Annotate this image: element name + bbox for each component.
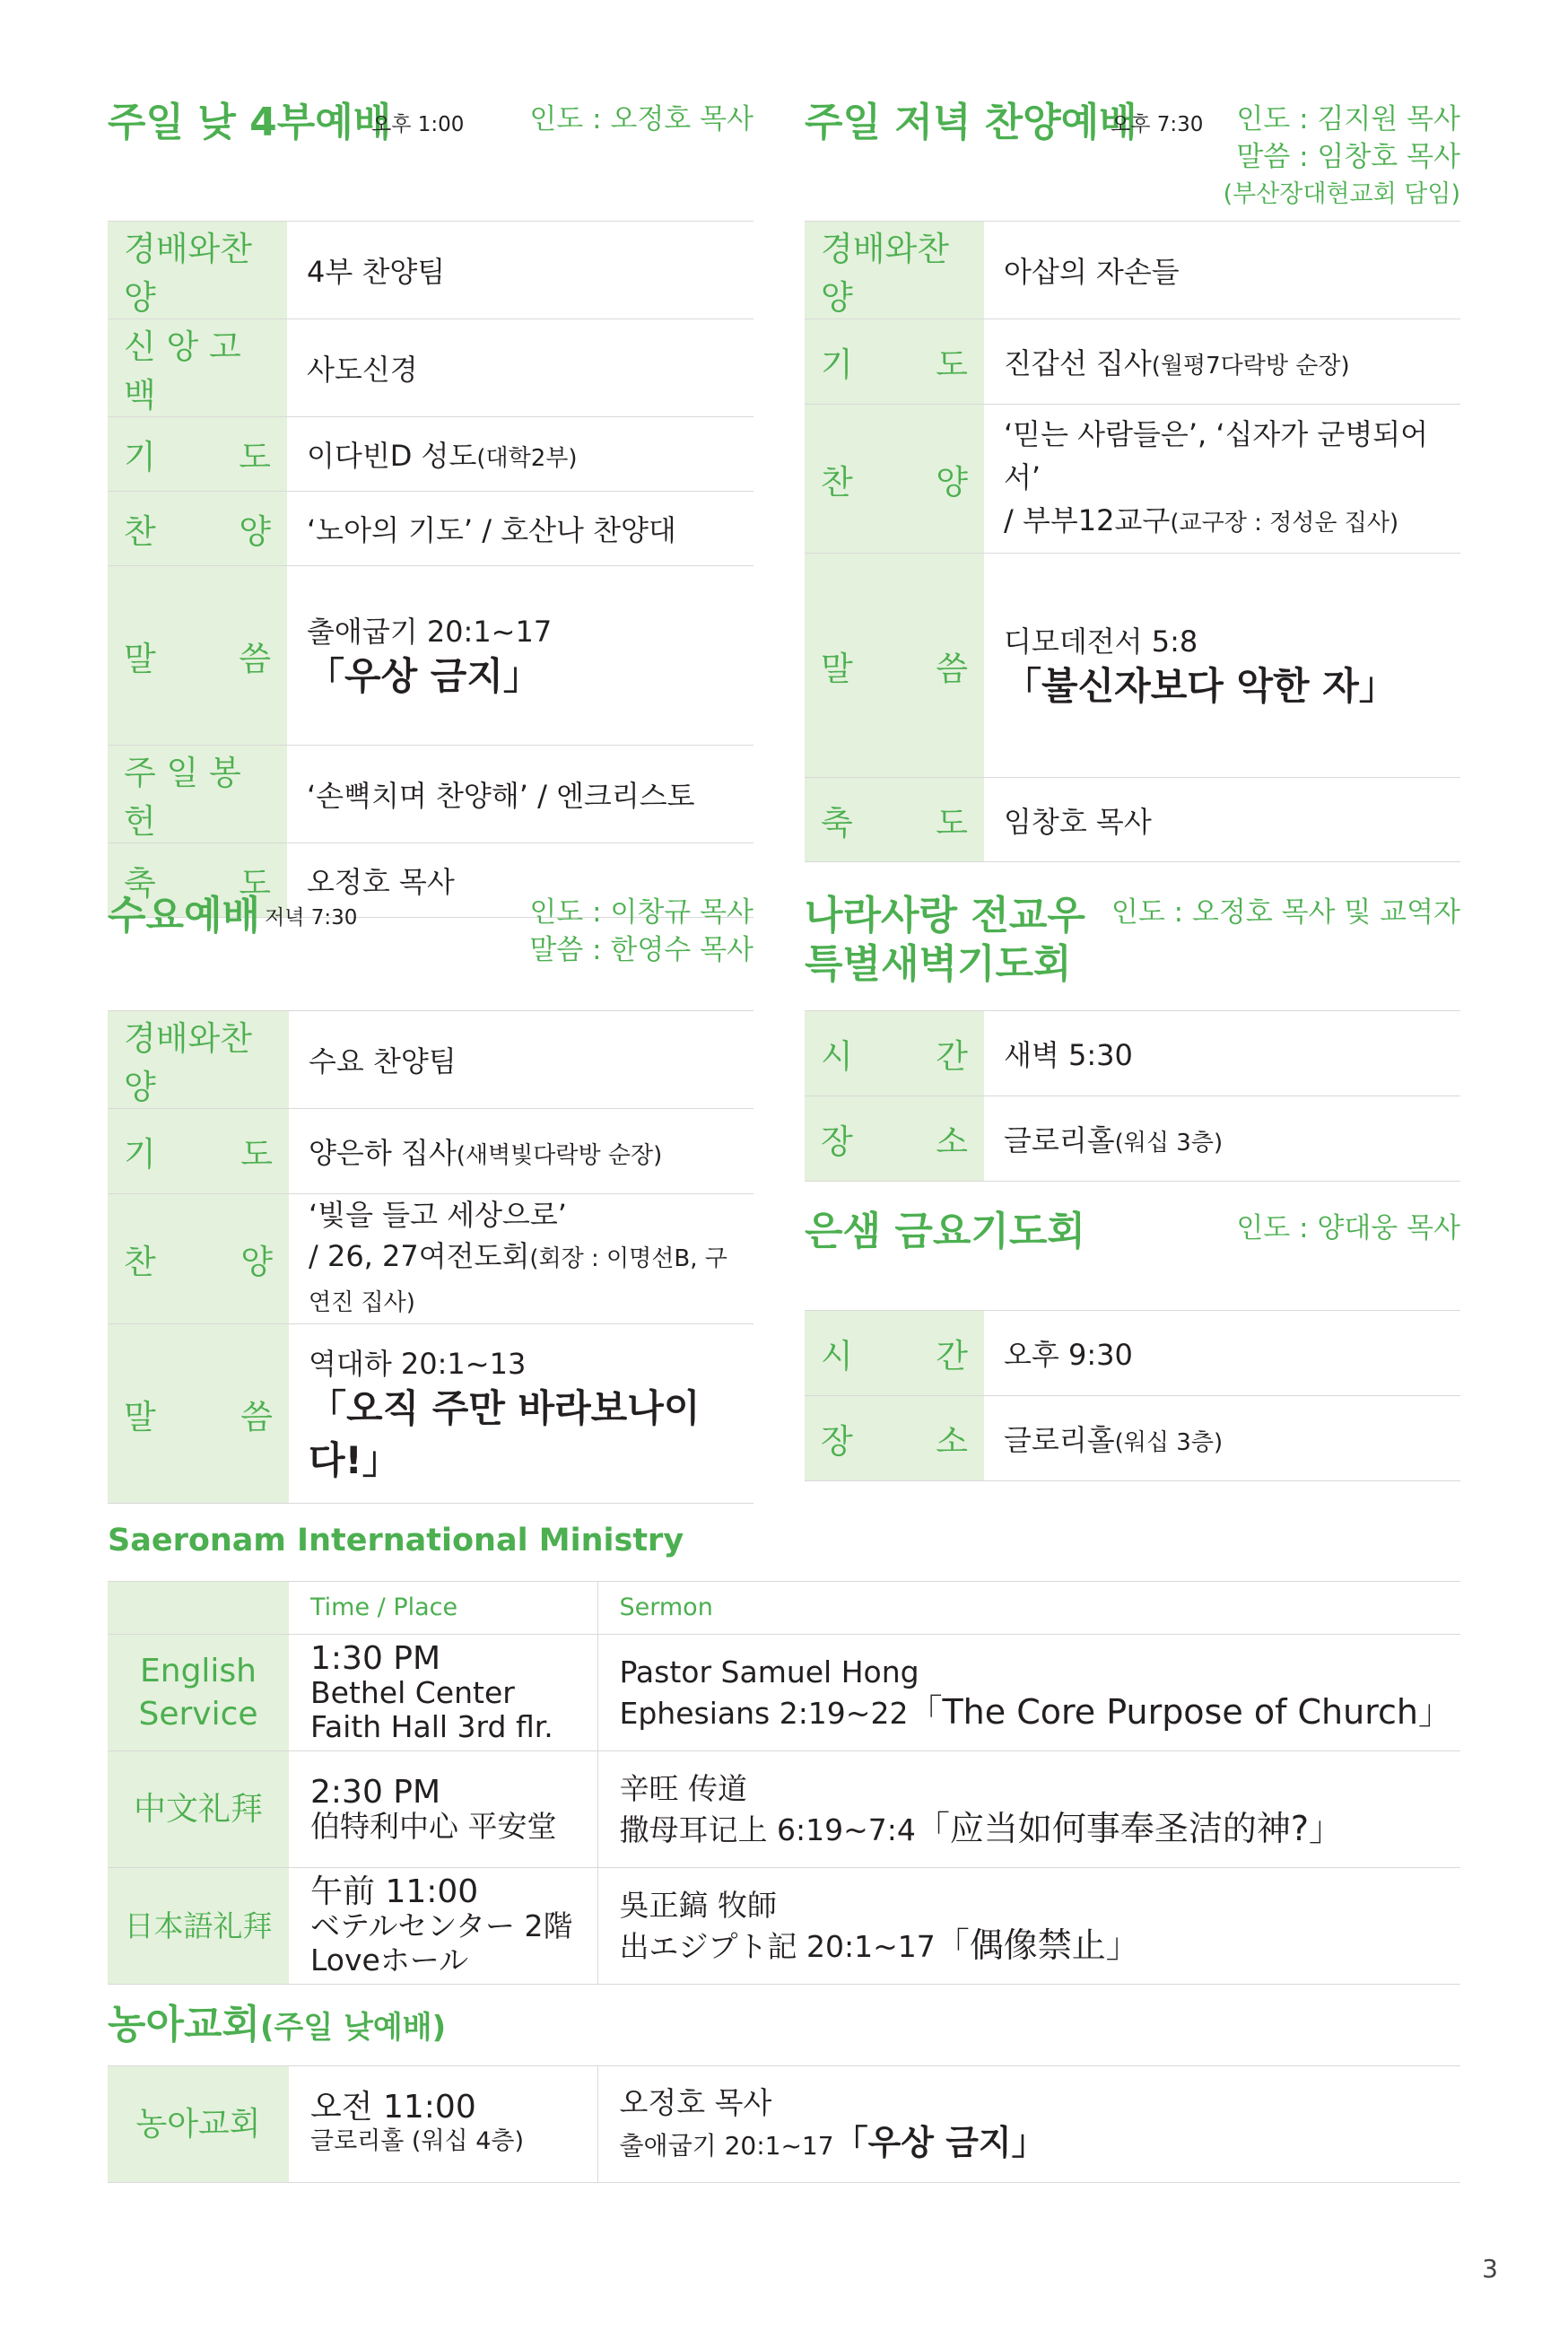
table-header-row: [108, 1582, 1460, 1635]
row-value: 4부 찬양팀: [287, 222, 754, 319]
label-char: 찬: [821, 462, 853, 502]
service-time: 1:30 PM: [310, 1639, 441, 1677]
s2-lead: [1224, 100, 1460, 214]
label-char: 말: [821, 649, 853, 688]
row-time-place: [289, 1868, 597, 1985]
value-text: 양은하 집사: [309, 1136, 457, 1170]
label-char: 도: [936, 803, 968, 842]
row-label: 경배와찬양: [108, 222, 287, 319]
preacher: 吳正鎬 牧師: [619, 1887, 777, 1923]
row-label: [108, 1324, 289, 1504]
sermon-title: 「불신자보다 악한 자」: [1004, 663, 1397, 708]
scripture-ref: 역대하 20:1~13: [309, 1346, 527, 1381]
deaf-title-main: 농아교회: [108, 2002, 261, 2047]
s4-lead: [1111, 894, 1460, 931]
s1-time: 오후 1:00: [371, 113, 465, 136]
s3-time: 저녁 7:30: [265, 906, 358, 930]
row-label: 日本語礼拜: [108, 1868, 289, 1985]
label-char: 소: [936, 1422, 968, 1461]
scripture-ref: 출애굽기 20:1~17: [307, 614, 553, 649]
service-place: Loveホール: [310, 1942, 469, 1977]
row-label: [108, 1194, 289, 1324]
preacher: 辛旺 传道: [619, 1770, 747, 1806]
service-time: 2:30 PM: [310, 1773, 441, 1811]
value-line: ‘빛을 들고 세상으로’: [309, 1198, 567, 1232]
s1-lead: [529, 100, 754, 138]
value-line: / 부부12교구: [1004, 503, 1171, 537]
row-sermon: [597, 1635, 1460, 1751]
row-value: [984, 1096, 1460, 1182]
value-text: 글로리홀: [1004, 1423, 1115, 1457]
label-char: 말: [124, 639, 156, 678]
preacher: Pastor Samuel Hong: [619, 1654, 919, 1689]
row-label: 농아교회: [108, 2066, 289, 2183]
row-value: 오정호 목사: [287, 843, 754, 918]
row-sermon: [597, 1751, 1460, 1868]
row-label: [805, 1011, 984, 1096]
s3-lead-line: 말씀 : 한영수 목사: [529, 934, 754, 966]
service-place: 伯特利中心 平安堂: [310, 1808, 557, 1844]
sermon-title: 「우상 금지」: [833, 2122, 1046, 2162]
label-char: 도: [239, 438, 271, 476]
table-row: [108, 1868, 1460, 1985]
row-value: 임창호 목사: [984, 778, 1460, 862]
s4-title-line: 나라사랑 전교우: [805, 893, 1085, 939]
row-label: 경배와찬양: [108, 1011, 289, 1109]
label-char: 시: [821, 1037, 853, 1076]
row-label: [805, 405, 984, 554]
service-place: Faith Hall 3rd flr.: [310, 1708, 553, 1744]
service-place: ベテルセンター 2階: [310, 1908, 573, 1943]
row-value: 수요 찬양팀: [289, 1011, 754, 1109]
row-label: [108, 1635, 289, 1751]
value-note: (워십 3층): [1114, 1130, 1224, 1157]
scripture-ref: 디모데전서 5:8: [1004, 624, 1198, 659]
table-row: [805, 1396, 1460, 1481]
label-char: 기: [124, 438, 156, 476]
service-place: 글로리홀 (워십 4층): [310, 2126, 524, 2155]
label-char: 양: [936, 462, 968, 502]
row-sermon: [597, 1868, 1460, 1985]
table-row: [108, 492, 754, 566]
s5-lead: [1236, 1209, 1460, 1247]
label-char: 찬: [124, 512, 156, 551]
s1-table: [108, 221, 754, 918]
row-value: [289, 1194, 754, 1324]
value-note: (새벽빛다락방 순장): [456, 1142, 663, 1169]
row-label: [805, 319, 984, 405]
table-row: [805, 778, 1460, 862]
header-sermon: Sermon: [597, 1582, 1460, 1635]
s3-lead: [529, 894, 754, 969]
row-label: 신 앙 고 백: [108, 319, 287, 417]
label-char: 양: [240, 1243, 273, 1281]
service-time: 오전 11:00: [310, 2088, 476, 2126]
value-text: 이다빈D 성도: [307, 439, 477, 473]
deaf-title: [108, 2001, 446, 2052]
value-note: (워십 3층): [1114, 1429, 1224, 1456]
value-text: 진갑선 집사: [1004, 346, 1152, 380]
s1-lead-text: 인도 : 오정호 목사: [529, 103, 754, 135]
s2-table: [805, 221, 1460, 862]
label-char: 도: [936, 345, 968, 384]
sermon-title: 「우상 금지」: [307, 653, 541, 698]
table-row: [108, 1635, 1460, 1751]
s3-table: [108, 1010, 754, 1504]
scripture-ref: 출애굽기 20:1~17: [619, 2130, 834, 2161]
sermon-title: 「应当如何事奉圣洁的神?」: [915, 1808, 1344, 1848]
row-time-place: [289, 1751, 597, 1868]
value-text: 글로리홀: [1004, 1123, 1115, 1157]
value-note: (교구장 : 정성운 집사): [1170, 510, 1399, 537]
table-row: [108, 566, 754, 746]
value-line: / 26, 27여전도회: [309, 1239, 530, 1273]
row-label: [108, 566, 287, 746]
s5-table: [805, 1310, 1460, 1481]
row-value: 아삽의 자손들: [984, 222, 1460, 319]
row-value: 오후 9:30: [984, 1311, 1460, 1396]
s2-lead-line: 말씀 : 임창호 목사: [1236, 141, 1460, 173]
row-label: 경배와찬양: [805, 222, 984, 319]
row-value: [984, 405, 1460, 554]
row-label: 주 일 봉 헌: [108, 746, 287, 843]
row-value: [984, 554, 1460, 778]
deaf-title-sub: (주일 낮예배): [260, 2010, 447, 2046]
row-value: [287, 566, 754, 746]
s3-lead-line: 인도 : 이창규 목사: [529, 896, 754, 929]
row-time-place: [289, 1635, 597, 1751]
label-char: 말: [124, 1397, 156, 1436]
label-char: 씀: [240, 1397, 273, 1436]
row-value: [984, 1396, 1460, 1481]
label-char: 축: [124, 864, 156, 903]
intl-table: [108, 1581, 1460, 1985]
table-row: [805, 1096, 1460, 1182]
s3-title: 수요예배: [108, 893, 261, 939]
s4-table: [805, 1010, 1460, 1182]
service-place: Bethel Center: [310, 1674, 515, 1710]
value-note: (회장 : 이명선B, 구연진 집사): [309, 1245, 727, 1316]
table-row: [108, 417, 754, 492]
row-value: [287, 417, 754, 492]
row-label: [108, 492, 287, 566]
label-char: 시: [821, 1337, 853, 1375]
s4-lead-text: 인도 : 오정호 목사 및 교역자: [1111, 896, 1460, 929]
row-label: 中文礼拜: [108, 1751, 289, 1868]
row-value: [289, 1324, 754, 1504]
table-row: [108, 1109, 754, 1194]
s1-title: 주일 낮 4부예배: [108, 100, 392, 145]
s4-title-line: 특별새벽기도회: [805, 941, 1072, 987]
table-row: [805, 319, 1460, 405]
row-label: [805, 1096, 984, 1182]
table-row: [108, 746, 754, 843]
page-number: 3: [1482, 2254, 1498, 2283]
label-char: 씀: [936, 649, 968, 688]
label-char: 장: [821, 1122, 853, 1161]
label-line: English: [140, 1652, 257, 1689]
sermon-title: 「偶像禁止」: [935, 1925, 1140, 1965]
table-row: [108, 1011, 754, 1109]
s5-title: 은샘 금요기도회: [805, 1209, 1085, 1254]
label-char: 도: [239, 864, 271, 903]
row-value: ‘손뼉치며 찬양해’ / 엔크리스토: [287, 746, 754, 843]
s4-title: [805, 892, 1085, 989]
label-char: 장: [821, 1422, 853, 1461]
row-label: [108, 1109, 289, 1194]
scripture-ref: 出エジプト記 20:1~17: [619, 1928, 936, 1964]
row-value: ‘노아의 기도’ / 호산나 찬양대: [287, 492, 754, 566]
sermon-title: 「오직 주만 바라보나이다!」: [309, 1385, 701, 1482]
s2-time: 오후 7:30: [1111, 113, 1204, 136]
s2-title: 주일 저녁 찬양예배: [805, 100, 1137, 145]
scripture-ref: Ephesians 2:19~22: [619, 1695, 909, 1731]
header-blank: [108, 1582, 289, 1635]
header-time: Time / Place: [289, 1582, 597, 1635]
value-line: ‘믿는 사람들은’, ‘십자가 군병되어서’: [1004, 417, 1429, 494]
label-char: 도: [240, 1135, 273, 1174]
table-row: [108, 2066, 1460, 2183]
row-value: [289, 1109, 754, 1194]
row-label: [805, 778, 984, 862]
row-label: [108, 417, 287, 492]
intl-title: Saeronam International Ministry: [108, 1523, 684, 1558]
service-time: 午前 11:00: [310, 1873, 479, 1910]
table-row: [108, 1324, 754, 1504]
scripture-ref: 撒母耳记上 6:19~7:4: [619, 1812, 916, 1847]
value-note: (월평7다락방 순장): [1151, 353, 1350, 380]
label-char: 찬: [124, 1243, 156, 1281]
row-time-place: [289, 2066, 597, 2183]
preacher: 오정호 목사: [619, 2084, 772, 2120]
deaf-table: [108, 2065, 1460, 2183]
row-value: [984, 319, 1460, 405]
table-row: [805, 405, 1460, 554]
label-line: Service: [138, 1695, 258, 1733]
label-char: 간: [936, 1037, 968, 1076]
table-row: [805, 1011, 1460, 1096]
label-char: 기: [821, 345, 853, 384]
table-row: [805, 1311, 1460, 1396]
table-row: [108, 319, 754, 417]
s5-lead-text: 인도 : 양대웅 목사: [1236, 1212, 1460, 1244]
row-sermon: [597, 2066, 1460, 2183]
row-label: [805, 1311, 984, 1396]
row-label: [805, 1396, 984, 1481]
label-char: 소: [936, 1122, 968, 1161]
row-value: 새벽 5:30: [984, 1011, 1460, 1096]
label-char: 씀: [239, 639, 271, 678]
table-row: [805, 222, 1460, 319]
row-label: [805, 554, 984, 778]
label-char: 양: [239, 512, 271, 551]
value-note: (대학2부): [476, 445, 578, 472]
table-row: [108, 1194, 754, 1324]
row-value: 사도신경: [287, 319, 754, 417]
table-row: [805, 554, 1460, 778]
s2-lead-line: 인도 : 김지원 목사: [1236, 103, 1460, 135]
label-char: 기: [124, 1135, 156, 1174]
label-char: 간: [936, 1337, 968, 1375]
sermon-title: 「The Core Purpose of Church」: [908, 1691, 1452, 1732]
label-char: 축: [821, 803, 853, 842]
s2-lead-line: (부산장대현교회 담임): [1223, 180, 1460, 208]
table-row: [108, 1751, 1460, 1868]
table-row: [108, 222, 754, 319]
